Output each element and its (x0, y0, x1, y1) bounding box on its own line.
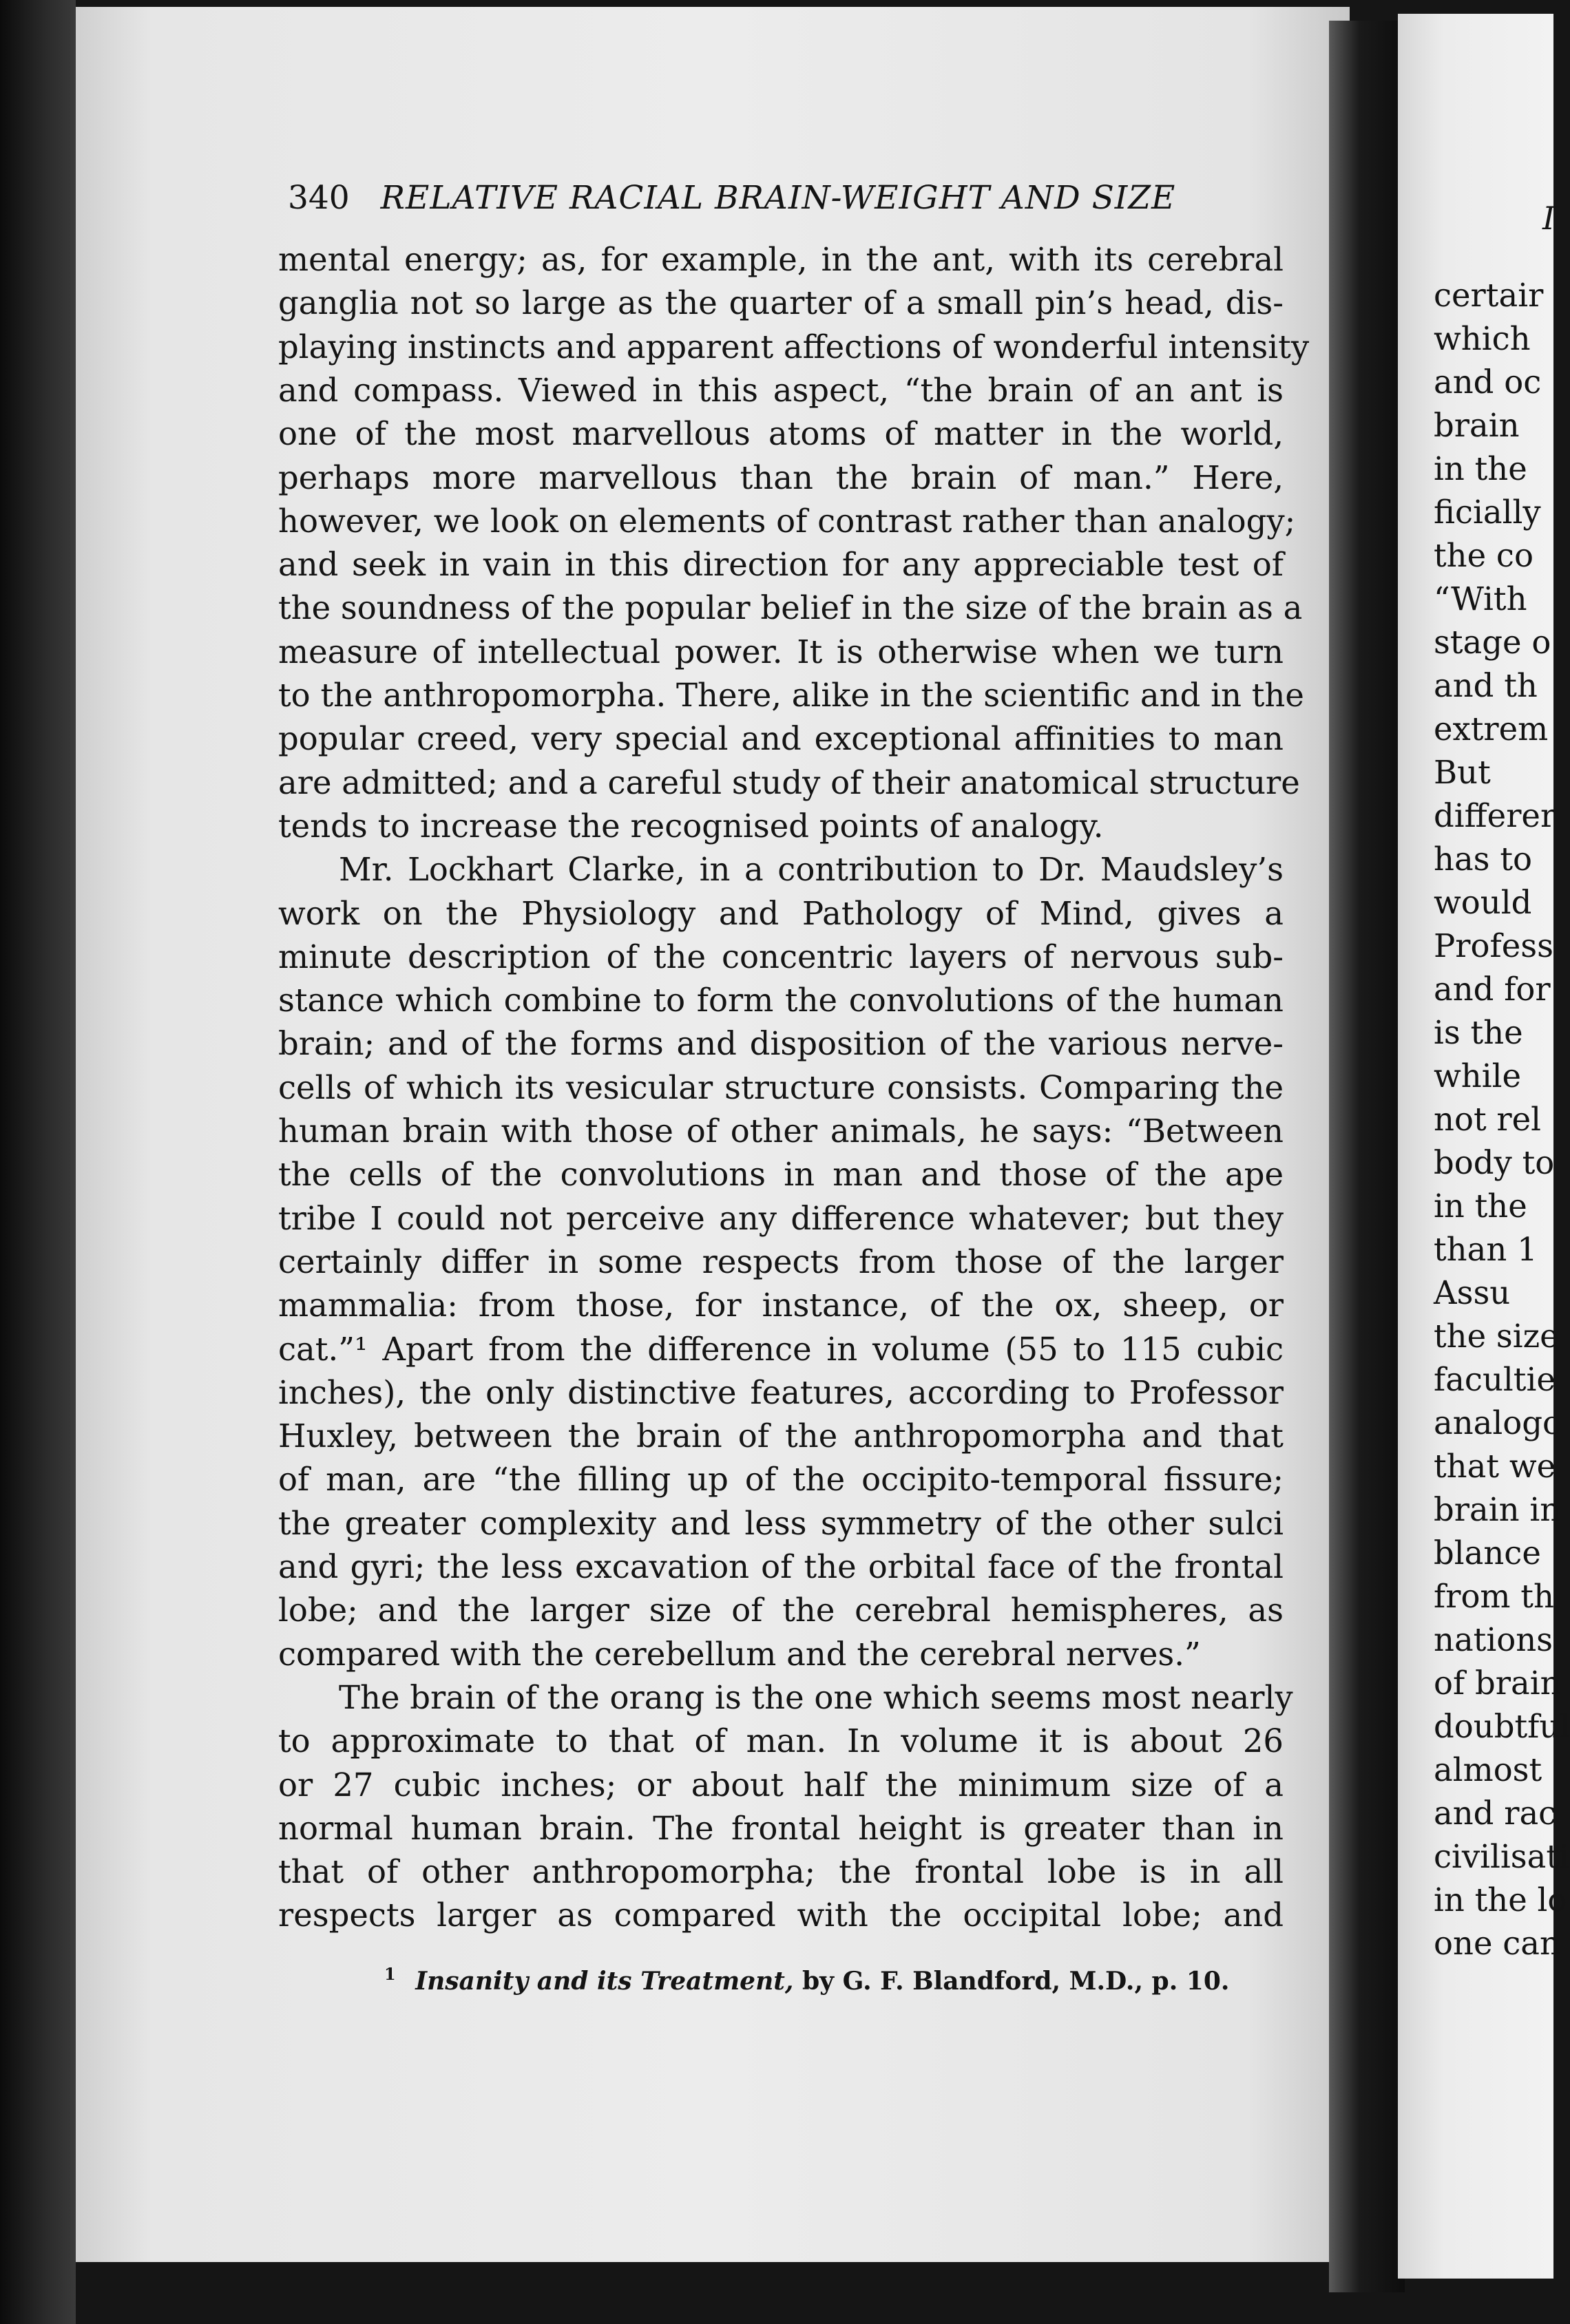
facing-page-line: certair (1434, 277, 1544, 314)
text-line: minute description of the concentric layers of nervous sub- (278, 938, 1284, 975)
text-line: the greater complexity and less symmetry of the other sulci (278, 1504, 1284, 1542)
text-line: Mr. Lockhart Clarke, in a contribution to Dr. Maudsley’s (339, 851, 1284, 889)
facing-page-line: extrem (1434, 710, 1549, 748)
facing-page-line: doubtful (1434, 1708, 1570, 1745)
facing-page-line: brain (1434, 407, 1520, 444)
footnote-rest: by G. F. Blandford, M.D., p. 10. (802, 1967, 1230, 1996)
text-line: and gyri; the less excavation of the orbital face of the frontal (278, 1548, 1284, 1585)
text-line: to approximate to that of man. In volume it is about 26 (278, 1722, 1284, 1760)
text-line: to the anthropomorpha. There, alike in the scientific and in the (278, 677, 1304, 714)
text-line: cells of which its vesicular structure consists. Comparing the (278, 1068, 1284, 1106)
facing-page-line: one can (1434, 1925, 1560, 1962)
text-line: stance which combine to form the convolutions of the human (278, 982, 1284, 1020)
facing-page-line: the co (1434, 537, 1534, 574)
facing-page-line: body to (1434, 1144, 1555, 1181)
facing-page-line: the size (1434, 1318, 1559, 1355)
facing-page-line: stage o (1434, 624, 1551, 661)
text-line: measure of intellectual power. It is otherwise when we turn (278, 633, 1284, 670)
facing-page-line: facultie (1434, 1361, 1556, 1398)
text-line: that of other anthropomorpha; the frontal lobe is in all (278, 1853, 1284, 1891)
text-line: of man, are “the filling up of the occipito-temporal fissure; (278, 1461, 1284, 1499)
text-line: playing instincts and apparent affections of wonderful intensity (278, 328, 1310, 366)
facing-page-line: has to (1434, 841, 1532, 878)
text-line: are admitted; and a careful study of their anatomical structure (278, 763, 1300, 801)
text-line: compared with the cerebellum and the cerebral nerves.” (278, 1635, 1201, 1673)
facing-page-line: which (1434, 320, 1531, 357)
text-line: the cells of the convolutions in man and those of the ape (278, 1156, 1284, 1194)
book-page-right (1398, 14, 1570, 2279)
facing-page-line: in the (1434, 450, 1527, 487)
facing-page-line: brain in (1434, 1491, 1561, 1528)
facing-page-line: is the (1434, 1014, 1523, 1051)
facing-page-line: from th (1434, 1578, 1554, 1615)
facing-page-line: But (1434, 754, 1491, 791)
facing-page-line: nations (1434, 1621, 1553, 1658)
text-line: or 27 cubic inches; or about half the minimum size of a (278, 1766, 1284, 1804)
facing-page-line: ficially (1434, 494, 1541, 531)
facing-page-line: would (1434, 884, 1532, 921)
running-header (288, 171, 1238, 226)
footnote (384, 1955, 1230, 2000)
text-line: one of the most marvellous atoms of matter in the world, (278, 415, 1284, 453)
facing-page-line: and rac (1434, 1795, 1557, 1832)
text-line: respects larger as compared with the occipital lobe; and (278, 1897, 1284, 1934)
text-line: cat.”¹ Apart from the difference in volume (55 to 115 cubic (278, 1330, 1284, 1368)
facing-page-line: and th (1434, 667, 1538, 704)
facing-page-line: differer (1434, 797, 1556, 834)
facing-page-line: blance (1434, 1534, 1541, 1572)
facing-page-line: Assu (1434, 1274, 1511, 1311)
facing-page-line: and oc (1434, 363, 1542, 401)
text-line: and seek in vain in this direction for any appreciable test of (278, 546, 1284, 584)
facing-page-line: than 1 (1434, 1231, 1538, 1268)
text-line: certainly differ in some respects from those of the larger (278, 1243, 1284, 1280)
footnote-mark: 1 (384, 1964, 396, 1984)
facing-page-line: while (1434, 1057, 1522, 1095)
footnote-title: Insanity and its Treatment, (415, 1967, 794, 1996)
text-line: tends to increase the recognised points of analogy. (278, 807, 1104, 845)
book-left-edge (0, 0, 76, 2324)
text-line: human brain with those of other animals, he says: “Between (278, 1112, 1284, 1150)
facing-page-line: Profess (1434, 927, 1553, 964)
facing-page-line: of brain (1434, 1665, 1561, 1702)
text-line: inches), the only distinctive features, according to Professor (278, 1373, 1284, 1411)
facing-page-line: almost (1434, 1751, 1542, 1788)
text-line: perhaps more marvellous than the brain of man.” Here, (278, 458, 1284, 496)
running-title: RELATIVE RACIAL BRAIN-WEIGHT AND SIZE (380, 179, 1176, 217)
text-line: work on the Physiology and Pathology of Mind, gives a (278, 894, 1284, 932)
text-line: brain; and of the forms and disposition of the various nerve- (278, 1025, 1284, 1063)
facing-page-line: not rel (1434, 1101, 1542, 1138)
facing-page-line: and for (1434, 971, 1551, 1008)
text-line: however, we look on elements of contrast rather than analogy; (278, 502, 1296, 540)
text-line: and compass. Viewed in this aspect, “the brain of an ant is (278, 371, 1284, 409)
facing-page-line: in the (1434, 1187, 1527, 1225)
facing-page-line: civilisati (1434, 1838, 1569, 1875)
facing-page-line: that we (1434, 1448, 1556, 1485)
facing-page-line: in the lo (1434, 1881, 1567, 1919)
text-line: the soundness of the popular belief in the size of the brain as a (278, 589, 1303, 627)
text-line: mental energy; as, for example, in the ant, with its cerebral (278, 241, 1284, 278)
text-line: popular creed, very special and exceptional affinities to man (278, 720, 1284, 758)
facing-page-line: analogo (1434, 1404, 1562, 1441)
text-line: mammalia: from those, for instance, of the ox, sheep, or (278, 1287, 1284, 1324)
book-gutter (1329, 21, 1405, 2292)
text-line: lobe; and the larger size of the cerebral hemispheres, as (278, 1592, 1284, 1629)
text-line: Huxley, between the brain of the anthropomorpha and that (278, 1417, 1284, 1455)
text-line: normal human brain. The frontal height is greater than in (278, 1809, 1284, 1847)
facing-page-line: “With (1434, 580, 1527, 617)
text-line: The brain of the orang is the one which seems most nearly (339, 1678, 1293, 1716)
page-number: 340 (288, 179, 350, 217)
text-line: ganglia not so large as the quarter of a small pin’s head, dis- (278, 284, 1284, 322)
text-line: tribe I could not perceive any difference whatever; but they (278, 1199, 1284, 1237)
facing-page-header: I (1542, 200, 1556, 237)
